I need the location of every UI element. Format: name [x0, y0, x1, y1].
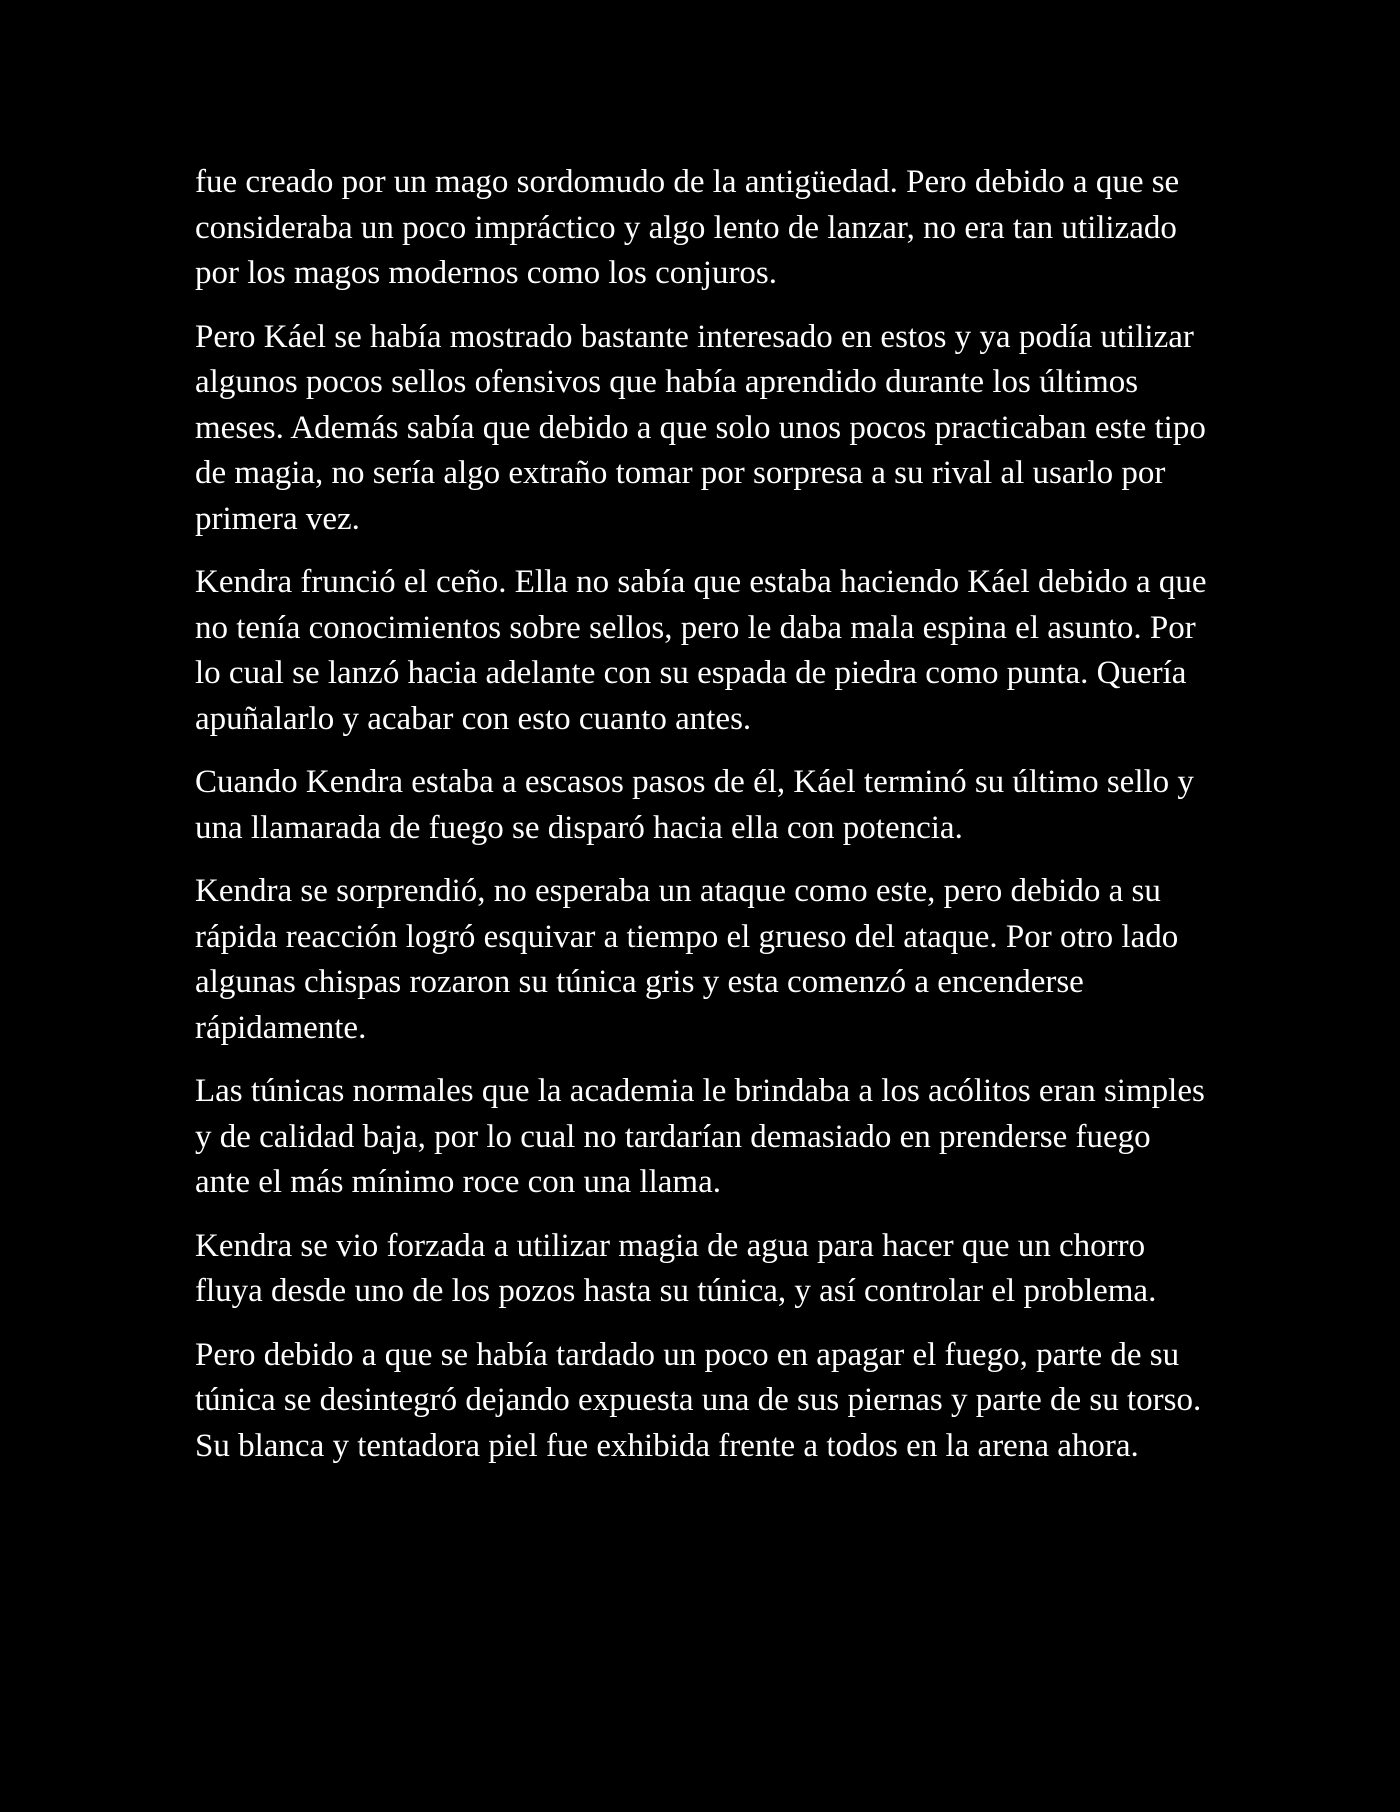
paragraph: Kendra frunció el ceño. Ella no sabía que estaba haciendo Káel debido a que no tenía conocimientos sobre sellos, pero le daba mala espina el asunto. Por lo cual se lanzó hacia adelante con su espada de piedra como punta. Quería apuñalarlo y acabar con esto cuanto antes.	[195, 564, 1207, 737]
paragraph: Pero Káel se había mostrado bastante interesado en estos y ya podía utilizar algunos pocos sellos ofensivos que había aprendido durante los últimos meses. Además sabía que debido a que solo unos pocos practicaban este tipo de magia, no sería algo extraño tomar por sorpresa a su rival al usarlo por primera vez.	[195, 318, 1206, 537]
paragraph: Cuando Kendra estaba a escasos pasos de él, Káel terminó su último sello y una llamarada de fuego se disparó hacia ella con potencia.	[195, 764, 1194, 846]
paragraph: Kendra se vio forzada a utilizar magia de agua para hacer que un chorro fluya desde uno de los pozos hasta su túnica, y así controlar el problema.	[195, 1227, 1157, 1309]
paragraph: Las túnicas normales que la academia le brindaba a los acólitos eran simples y de calidad baja, por lo cual no tardarían demasiado en prenderse fuego ante el más mínimo roce con una llama.	[195, 1073, 1205, 1200]
paragraph: Kendra se sorprendió, no esperaba un ataque como este, pero debido a su rápida reacción logró esquivar a tiempo el grueso del ataque. Por otro lado algunas chispas rozaron su túnica gris y esta comenzó a encenderse rápidamente.	[195, 873, 1179, 1046]
paragraph: fue creado por un mago sordomudo de la antigüedad. Pero debido a que se consideraba un poco impráctico y algo lento de lanzar, no era tan utilizado por los magos modernos como los conjuros.	[195, 164, 1180, 291]
paragraph: Pero debido a que se había tardado un poco en apagar el fuego, parte de su túnica se desintegró dejando expuesta una de sus piernas y parte de su torso. Su blanca y tentadora piel fue exhibida frente a todos en la arena ahora.	[195, 1336, 1202, 1464]
body-text	[195, 160, 1207, 1487]
